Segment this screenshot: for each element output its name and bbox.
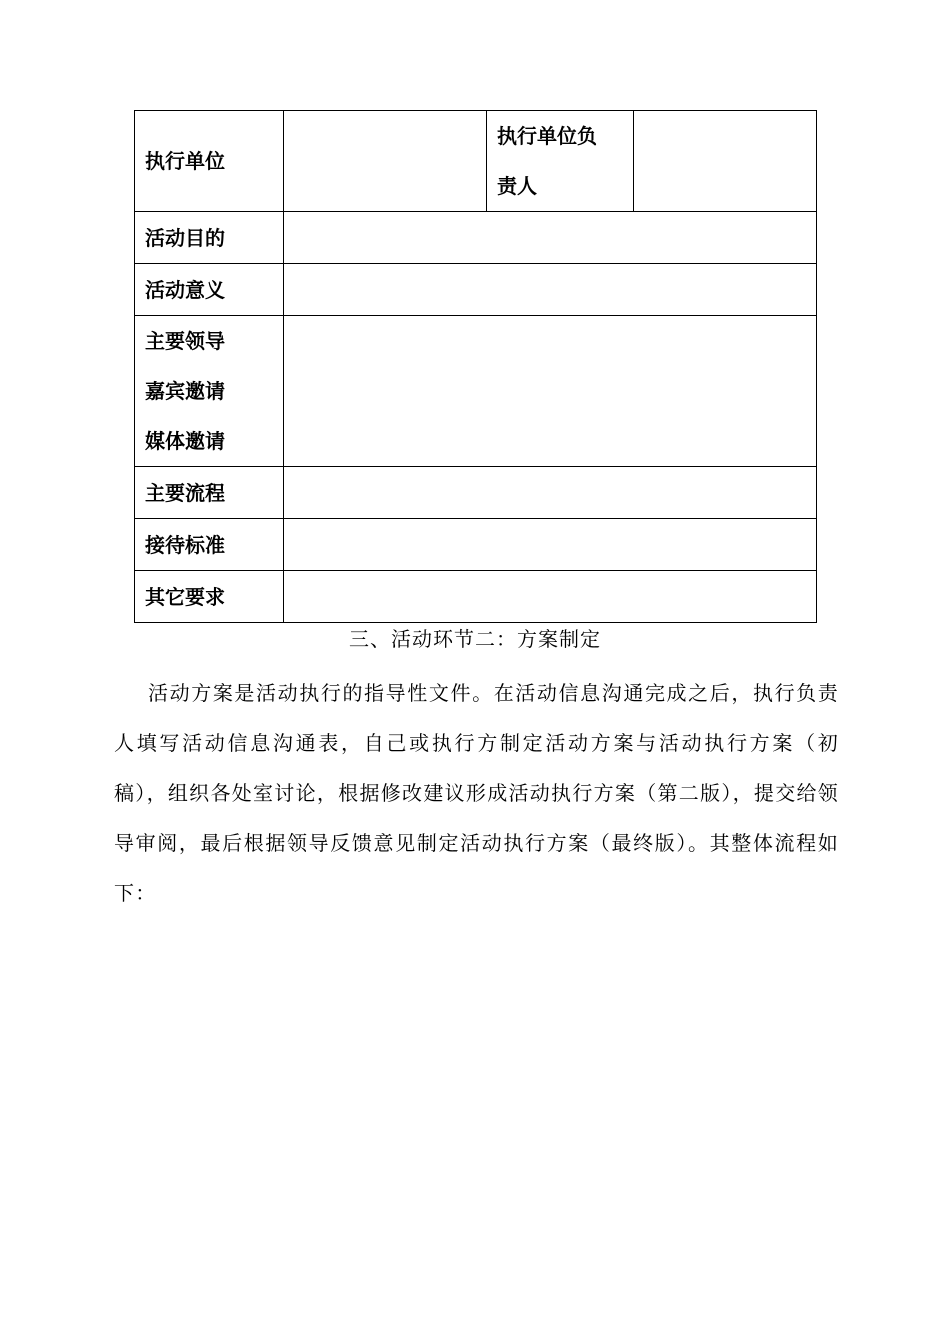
section-heading: 三、活动环节二：方案制定 — [349, 627, 601, 651]
guests-label-line2: 嘉宾邀请 — [145, 379, 225, 403]
reception-label: 接待标准 — [135, 519, 284, 571]
purpose-value — [284, 212, 817, 264]
table-row — [135, 264, 817, 316]
process-value — [284, 467, 817, 519]
exec-unit-head-label — [487, 111, 634, 212]
table-row — [135, 111, 817, 212]
reception-value — [284, 519, 817, 571]
table-row — [135, 571, 817, 623]
guests-value — [284, 316, 817, 467]
exec-unit-head-value — [634, 111, 817, 212]
exec-unit-head-label-line2: 责人 — [497, 174, 537, 198]
table-row — [135, 316, 817, 467]
table-row — [135, 519, 817, 571]
body-paragraph: 活动方案是活动执行的指导性文件。在活动信息沟通完成之后，执行负责人填写活动信息沟通表，自己或执行方制定活动方案与活动执行方案（初稿），组织各处室讨论，根据修改建议形成活动执行方案（第二版），提交给领导审阅，最后根据领导反馈意见制定活动执行方案（最终版）。其整体流程如下： — [114, 681, 839, 905]
table-row — [135, 212, 817, 264]
other-value — [284, 571, 817, 623]
exec-unit-value — [284, 111, 487, 212]
significance-label: 活动意义 — [135, 264, 284, 316]
process-label: 主要流程 — [135, 467, 284, 519]
guests-label-line3: 媒体邀请 — [145, 429, 225, 453]
guests-label — [135, 316, 284, 467]
table-row — [135, 467, 817, 519]
guests-label-line1: 主要领导 — [145, 329, 225, 353]
other-label: 其它要求 — [135, 571, 284, 623]
significance-value — [284, 264, 817, 316]
purpose-label: 活动目的 — [135, 212, 284, 264]
activity-info-form-table — [134, 110, 817, 623]
exec-unit-label: 执行单位 — [135, 111, 284, 212]
exec-unit-head-label-line1: 执行单位负 — [497, 124, 597, 148]
